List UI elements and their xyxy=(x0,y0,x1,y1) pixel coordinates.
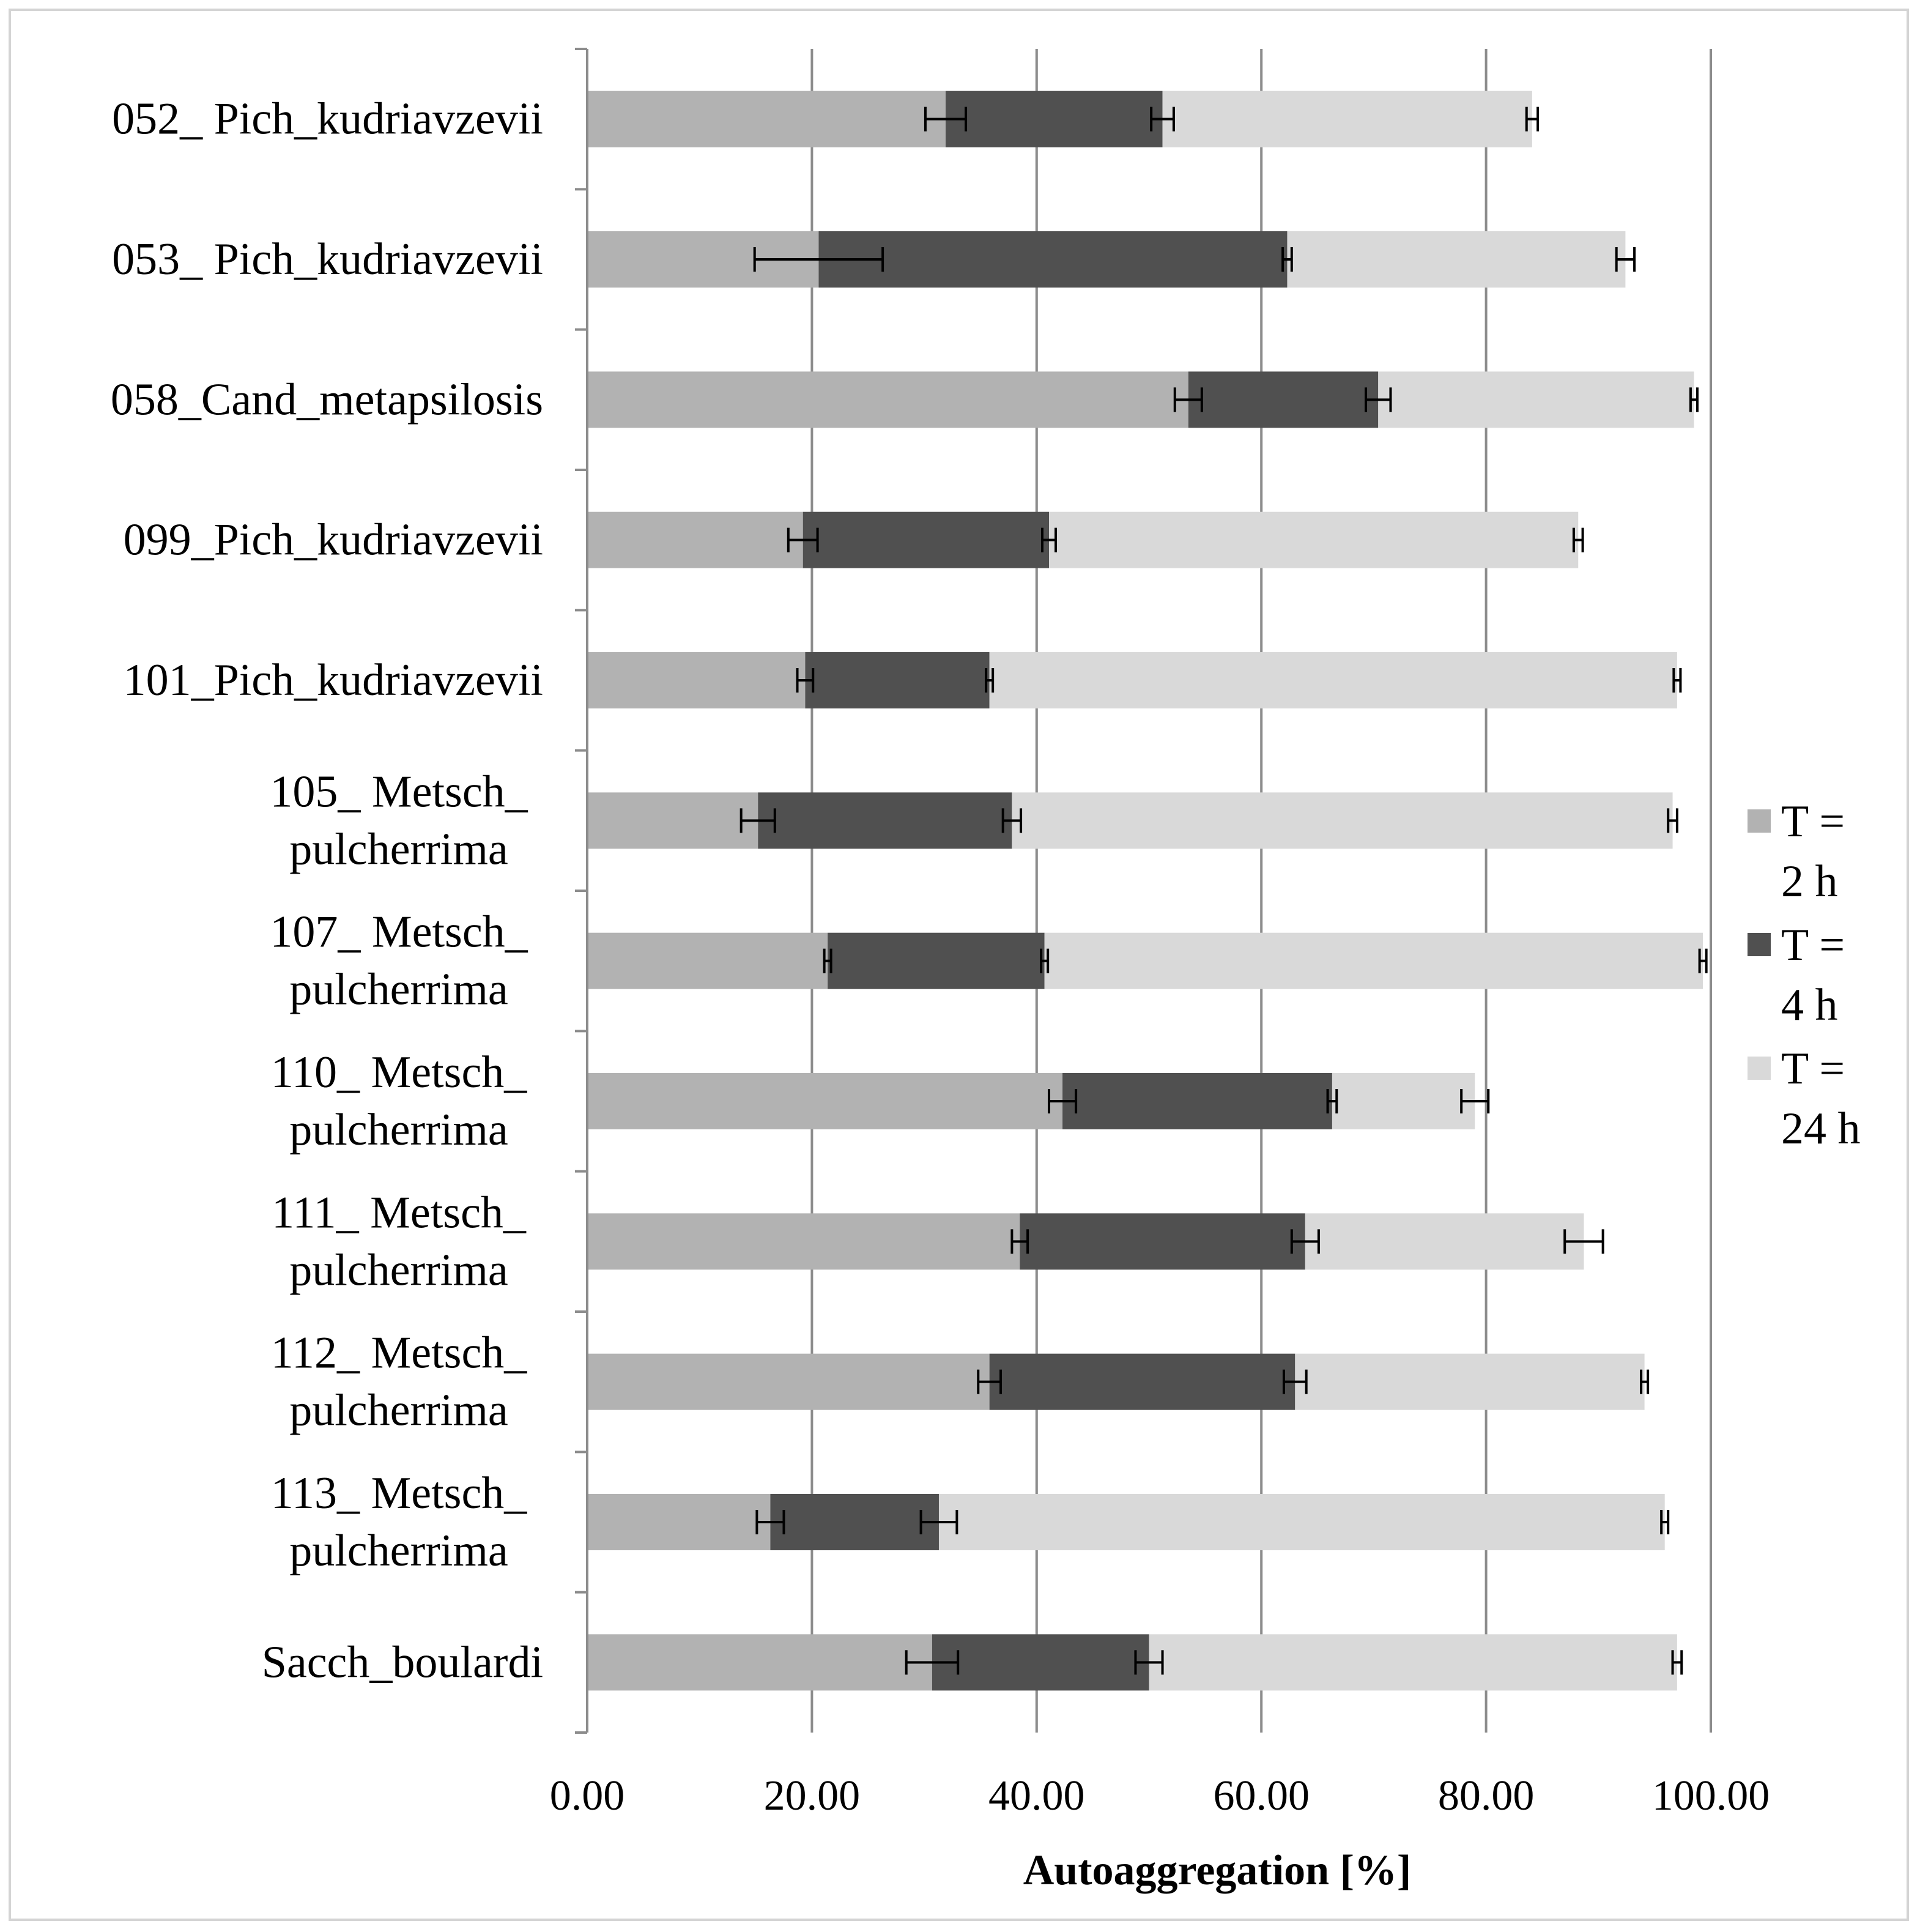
bar-segment-series-1 xyxy=(587,1354,990,1410)
bar-segment-series-2 xyxy=(758,792,1012,849)
category-label: 053_ Pich_kudriavzevii xyxy=(112,234,543,284)
legend-label: T = 2 h xyxy=(1781,797,1845,907)
category-label: Sacch_boulardi xyxy=(261,1637,543,1688)
bar-segment-series-1 xyxy=(587,512,803,568)
legend-swatch xyxy=(1748,933,1771,956)
category-labels xyxy=(111,94,543,1688)
legend-swatch xyxy=(1748,809,1771,833)
legend-item xyxy=(1748,797,1845,907)
bar-segment-series-2 xyxy=(932,1634,1149,1690)
category-label: 111_ Metsch_ pulcherrima xyxy=(272,1187,526,1296)
bar-segment-series-2 xyxy=(946,91,1163,147)
bar-segment-series-2 xyxy=(1062,1073,1332,1129)
category-label: 058_Cand_metapsilosis xyxy=(110,374,543,425)
gridlines xyxy=(812,49,1711,1733)
bar-segment-series-3 xyxy=(1378,371,1694,428)
bar-segment-series-1 xyxy=(587,371,1188,428)
bar-segment-series-1 xyxy=(587,792,758,849)
bar-segment-series-2 xyxy=(1020,1213,1305,1269)
category-label: 110_ Metsch_ pulcherrima xyxy=(270,1047,527,1155)
legend xyxy=(1748,797,1861,1154)
legend-item xyxy=(1748,1044,1861,1154)
bar-segment-series-2 xyxy=(828,933,1045,989)
x-tick-label: 20.00 xyxy=(763,1772,861,1819)
axes xyxy=(575,49,587,1733)
bar-segment-series-2 xyxy=(803,512,1049,568)
x-tick-label: 40.00 xyxy=(988,1772,1085,1819)
x-axis-title: Autoaggregation [%] xyxy=(1023,1847,1412,1894)
bar-segment-series-3 xyxy=(990,652,1677,708)
bar-segment-series-3 xyxy=(1305,1213,1584,1269)
x-tick-label: 100.00 xyxy=(1651,1772,1770,1819)
bar-segment-series-2 xyxy=(1188,371,1378,428)
bar-segment-series-1 xyxy=(587,1213,1020,1269)
bar-segment-series-1 xyxy=(587,1073,1062,1129)
bar-segment-series-1 xyxy=(587,933,828,989)
category-label: 107_ Metsch_ pulcherrima xyxy=(270,907,528,1015)
category-label: 052_ Pich_kudriavzevii xyxy=(112,94,543,144)
bar-segment-series-1 xyxy=(587,1494,770,1550)
bar-segment-series-3 xyxy=(1012,792,1672,849)
bar-segment-series-3 xyxy=(1332,1073,1475,1129)
x-tick-label: 60.00 xyxy=(1213,1772,1310,1819)
bar-segment-series-2 xyxy=(805,652,989,708)
legend-label: T = 24 h xyxy=(1781,1044,1861,1154)
bar-segment-series-3 xyxy=(1163,91,1532,147)
category-label: 101_Pich_kudriavzevii xyxy=(123,655,543,705)
bar-segment-series-3 xyxy=(1149,1634,1677,1690)
bar-segment-series-3 xyxy=(1045,933,1703,989)
bar-segment-series-3 xyxy=(1049,512,1578,568)
error-bars xyxy=(741,107,1707,1675)
legend-item xyxy=(1748,920,1845,1030)
bar-segment-series-3 xyxy=(1287,231,1625,288)
category-label: 105_ Metsch_ pulcherrima xyxy=(270,767,528,875)
bars xyxy=(587,91,1703,1691)
legend-label: T = 4 h xyxy=(1781,920,1845,1030)
bar-segment-series-2 xyxy=(990,1354,1295,1410)
bar-segment-series-1 xyxy=(587,91,946,147)
x-tick-labels xyxy=(550,1772,1770,1819)
legend-swatch xyxy=(1748,1057,1771,1080)
category-label: 113_ Metsch_ pulcherrima xyxy=(270,1468,527,1576)
bar-segment-series-2 xyxy=(818,231,1287,288)
bar-segment-series-1 xyxy=(587,652,805,708)
bar-segment-series-3 xyxy=(1295,1354,1644,1410)
category-label: 112_ Metsch_ pulcherrima xyxy=(270,1328,527,1436)
x-tick-label: 0.00 xyxy=(549,1772,625,1819)
bar-segment-series-1 xyxy=(587,1634,932,1690)
bar-segment-series-3 xyxy=(939,1494,1665,1550)
category-label: 099_Pich_kudriavzevii xyxy=(123,515,543,565)
bar-segment-series-2 xyxy=(770,1494,939,1550)
x-tick-label: 80.00 xyxy=(1437,1772,1535,1819)
